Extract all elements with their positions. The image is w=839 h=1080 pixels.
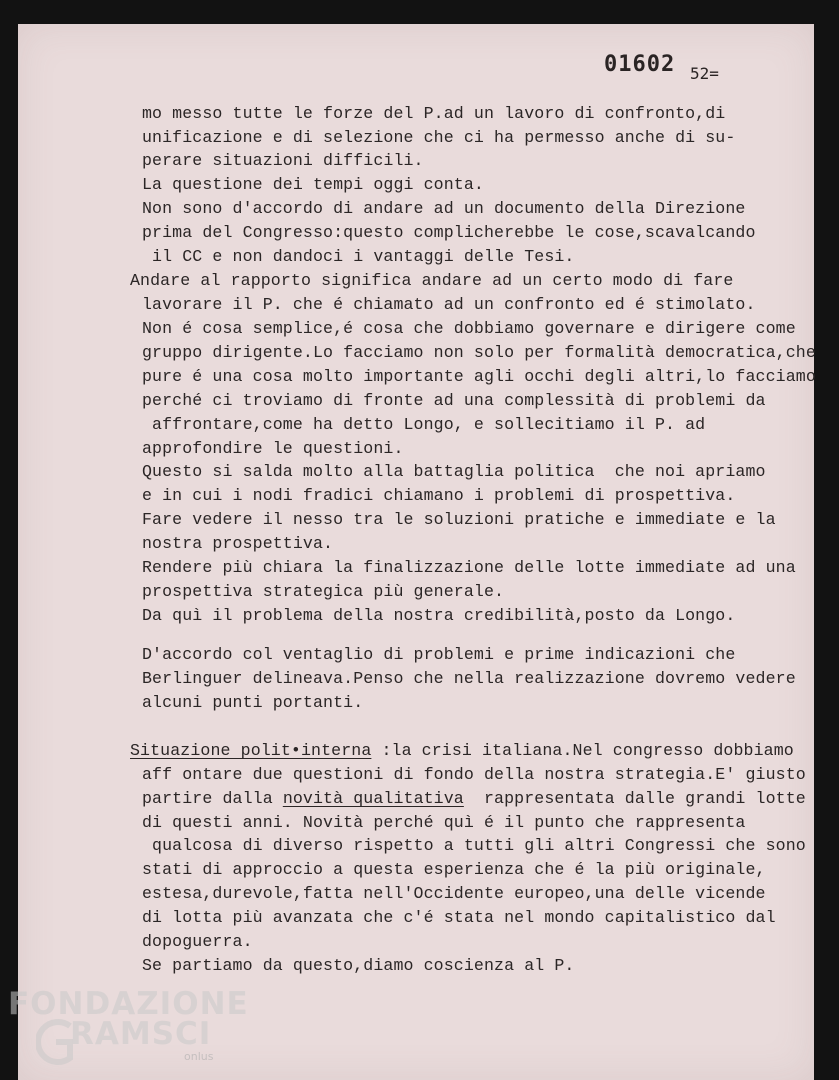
text-line: il CC e non dandoci i vantaggi delle Tesi.: [142, 247, 575, 266]
text-line: Da quì il problema della nostra credibilità,posto da Longo.: [142, 606, 736, 625]
text-line: mo messo tutte le forze del P.ad un lavoro di confronto,di: [142, 104, 726, 123]
page-number: 52=: [690, 64, 719, 83]
text-line: qualcosa di diverso rispetto a tutti gli altri Congressi che sono: [142, 836, 806, 855]
fondazione-gramsci-watermark: [8, 986, 268, 1076]
text-line: partire dalla novità qualitativa rappresentata dalle grandi lotte: [142, 789, 806, 808]
text-line: dopoguerra.: [142, 932, 253, 951]
text-line: e in cui i nodi fradici chiamano i problemi di prospettiva.: [142, 486, 736, 505]
text-line: perare situazioni difficili.: [142, 151, 424, 170]
text-line: Non é cosa semplice,é cosa che dobbiamo governare e dirigere come: [142, 319, 796, 338]
text-line: Non sono d'accordo di andare ad un documento della Direzione: [142, 199, 746, 218]
text-line: di lotta più avanzata che c'é stata nel mondo capitalistico dal: [142, 908, 776, 927]
text-line: pure é una cosa molto importante agli occhi degli altri,lo facciamo: [142, 367, 816, 386]
text-line: gruppo dirigente.Lo facciamo non solo per formalità democratica,che: [142, 343, 816, 362]
text-line: Rendere più chiara la finalizzazione delle lotte immediate ad una: [142, 558, 796, 577]
archive-number: 01602: [604, 52, 676, 77]
text-line: affrontare,come ha detto Longo, e sollecitiamo il P. ad: [142, 415, 706, 434]
text-line: Berlinguer delineava.Penso che nella realizzazione dovremo vedere: [142, 669, 796, 688]
text-line: La questione dei tempi oggi conta.: [142, 175, 484, 194]
text-line: prima del Congresso:questo complicherebbe le cose,scavalcando: [142, 223, 756, 242]
watermark-line2: RAMSCI: [70, 1016, 212, 1052]
text-line: Situazione polit•interna :la crisi italiana.Nel congresso dobbiamo: [130, 741, 794, 760]
text-line: unificazione e di selezione che ci ha permesso anche di su-: [142, 128, 736, 147]
section-heading: Situazione polit•interna: [130, 741, 372, 760]
underlined-phrase: novità qualitativa: [282, 789, 464, 808]
text-line: aff ontare due questioni di fondo della nostra strategia.E' giusto: [142, 765, 806, 784]
text-line: Fare vedere il nesso tra le soluzioni pratiche e immediate e la: [142, 510, 776, 529]
text-line: Questo si salda molto alla battaglia politica che noi apriamo: [142, 462, 766, 481]
text-line: D'accordo col ventaglio di problemi e prime indicazioni che: [142, 645, 736, 664]
text-line: alcuni punti portanti.: [142, 693, 364, 712]
text-line: stati di approccio a questa esperienza che é la più originale,: [142, 860, 766, 879]
text-line: nostra prospettiva.: [142, 534, 334, 553]
text-line: lavorare il P. che é chiamato ad un confronto ed é stimolato.: [142, 295, 756, 314]
watermark-suffix: onlus: [184, 1050, 214, 1063]
text-line: prospettiva strategica più generale.: [142, 582, 505, 601]
text-line: Andare al rapporto significa andare ad un certo modo di fare: [130, 271, 734, 290]
text-line: approfondire le questioni.: [142, 439, 404, 458]
text-line: di questi anni. Novità perché quì é il punto che rappresenta: [142, 813, 746, 832]
text-line: Se partiamo da questo,diamo coscienza al P.: [142, 956, 575, 975]
text-line: estesa,durevole,fatta nell'Occidente europeo,una delle vicende: [142, 884, 766, 903]
text-line: perché ci troviamo di fronte ad una complessità di problemi da: [142, 391, 766, 410]
watermark-line1: FONDAZIONE: [8, 986, 249, 1022]
